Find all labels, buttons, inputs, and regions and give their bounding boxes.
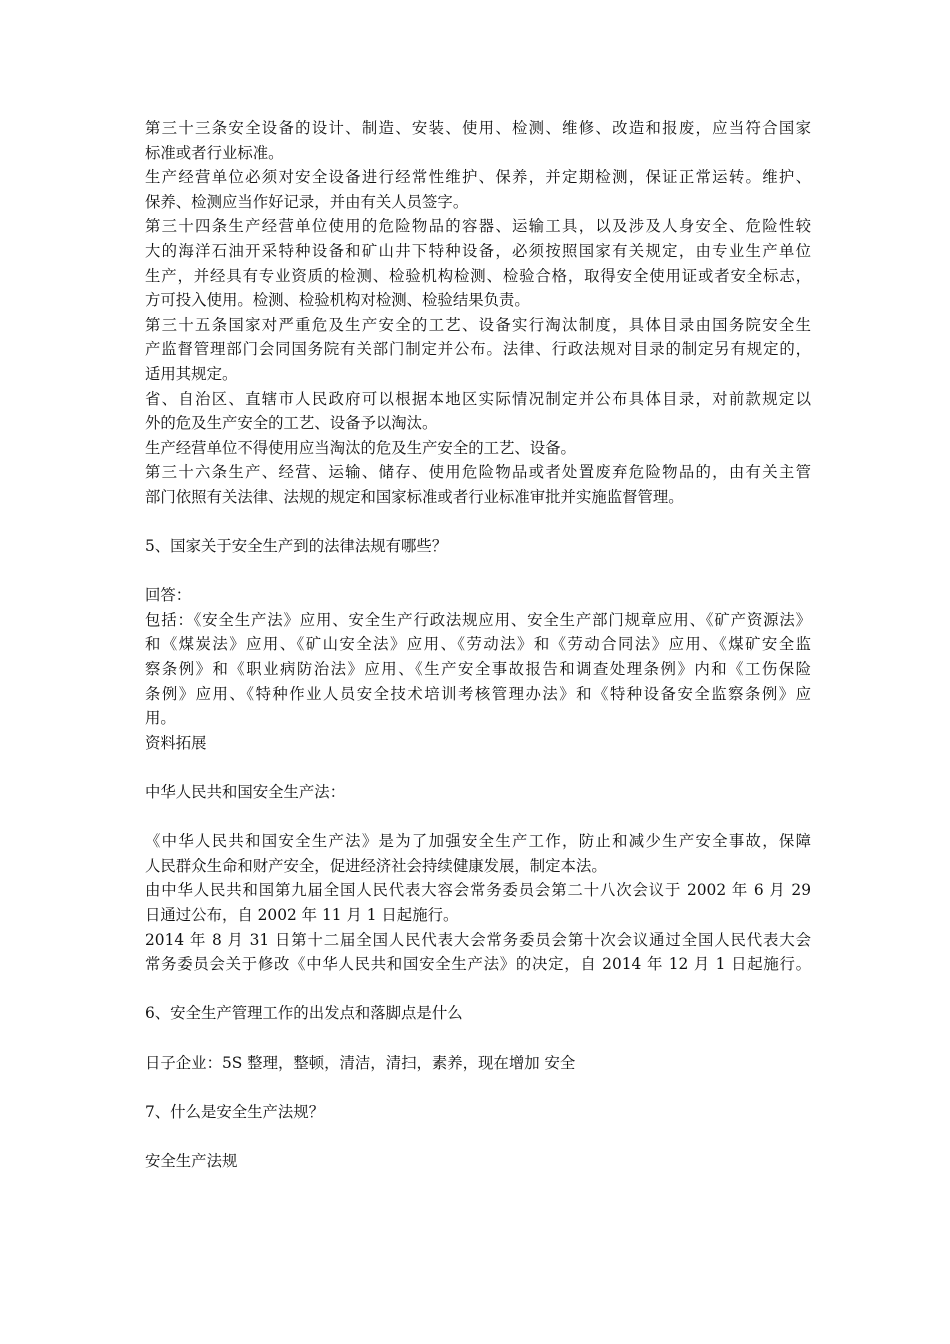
question-heading: 5、国家关于安全生产到的法律法规有哪些？ xyxy=(145,537,448,556)
spacer xyxy=(145,1075,811,1100)
spacer xyxy=(145,755,811,780)
text-line: 人民群众生命和财产安全，促进经济社会持续健康发展，制定本法。 xyxy=(145,856,607,875)
text-line: 第三十三条安全设备的设计、制造、安装、使用、检测、维修、改造和报废，应当符合国家 xyxy=(145,119,811,137)
text-line: 产监督管理部门会同国务院有关部门制定并公布。法律、行政法规对目录的制定另有规定的， xyxy=(145,340,811,359)
spacer xyxy=(145,977,811,1002)
spacer xyxy=(145,559,811,584)
section-heading: 中华人民共和国安全生产法： xyxy=(145,783,346,802)
text-line: 第三十四条生产经营单位使用的危险物品的容器、运输工具，以及涉及人身安全、危险性较 xyxy=(145,217,811,236)
spacer xyxy=(145,1124,811,1149)
text-line: 生产经营单位不得使用应当淘汰的危及生产安全的工艺、设备。 xyxy=(145,438,576,457)
text-line: 和《煤炭法》应用、《矿山安全法》应用、《劳动法》和《劳动合同法》应用、《煤矿安全监 xyxy=(145,635,811,654)
text-line: 《中华人民共和国安全生产法》是为了加强安全生产工作，防止和减少生产安全事故，保障 xyxy=(145,832,811,851)
section-label: 资料拓展 xyxy=(145,733,207,752)
text-line: 常务委员会关于修改《中华人民共和国安全生产法》的决定，自 2014 年 12 月 1 日起施行。 xyxy=(145,955,811,974)
text-line: 安全生产法规 xyxy=(145,1151,238,1170)
answer-label: 回答： xyxy=(145,586,192,605)
text-line: 省、自治区、直辖市人民政府可以根据本地区实际情况制定并公布具体目录，对前款规定以 xyxy=(145,389,811,408)
text-line: 保养、检测应当作好记录，并由有关人员签字。 xyxy=(145,192,469,211)
text-line: 部门依照有关法律、法规的规定和国家标准或者行业标准审批并实施监督管理。 xyxy=(145,487,684,506)
text-line: 察条例》和《职业病防治法》应用、《生产安全事故报告和调查处理条例》内和《工伤保险 xyxy=(145,660,811,679)
text-line: 第三十五条国家对严重危及生产安全的工艺、设备实行淘汰制度，具体目录由国务院安全生 xyxy=(145,315,811,334)
text-line: 生产经营单位必须对安全设备进行经常性维护、保养，并定期检测，保证正常运转。维护、 xyxy=(145,168,811,187)
text-line: 外的危及生产安全的工艺、设备予以淘汰。 xyxy=(145,414,438,433)
text-line: 大的海洋石油开采特种设备和矿山井下特种设备，必须按照国家有关规定，由专业生产单位 xyxy=(145,241,811,260)
text-line: 标准或者行业标准。 xyxy=(145,143,284,162)
text-line: 方可投入使用。检测、检验机构对检测、检验结果负责。 xyxy=(145,291,530,310)
spacer xyxy=(145,805,811,830)
text-line: 包括：《安全生产法》应用、安全生产行政法规应用、安全生产部门规章应用、《矿产资源法》 xyxy=(145,610,811,629)
question-heading: 7、什么是安全生产法规？ xyxy=(145,1102,325,1121)
text-line: 第三十六条生产、经营、运输、储存、使用危险物品或者处置废弃危险物品的，由有关主管 xyxy=(145,463,811,482)
document-page xyxy=(145,116,811,1174)
spacer xyxy=(145,1026,811,1051)
question-heading: 6、安全生产管理工作的出发点和落脚点是什么 xyxy=(145,1004,463,1023)
text-line: 日子企业：5S 整理，整顿，清洁，清扫，素养，现在增加 安全 xyxy=(145,1053,576,1072)
text-line: 生产，并经具有专业资质的检测、检验机构检测、检验合格，取得安全使用证或者安全标志， xyxy=(145,266,811,285)
text-line: 日通过公布，自 2002 年 11 月 1 日起施行。 xyxy=(145,906,459,924)
text-line: 由中华人民共和国第九届全国人民代表大容会常务委员会第二十八次会议于 2002 年 6 月 29 xyxy=(145,881,811,900)
spacer xyxy=(145,510,811,535)
text-line: 条例》应用、《特种作业人员安全技术培训考核管理办法》和《特种设备安全监察条例》应 xyxy=(145,684,811,703)
text-line: 2014 年 8 月 31 日第十二届全国人民代表大会常务委员会第十次会议通过全国人民代表大会 xyxy=(145,930,811,949)
text-line: 适用其规定。 xyxy=(145,364,238,383)
text-line: 用。 xyxy=(145,709,176,728)
